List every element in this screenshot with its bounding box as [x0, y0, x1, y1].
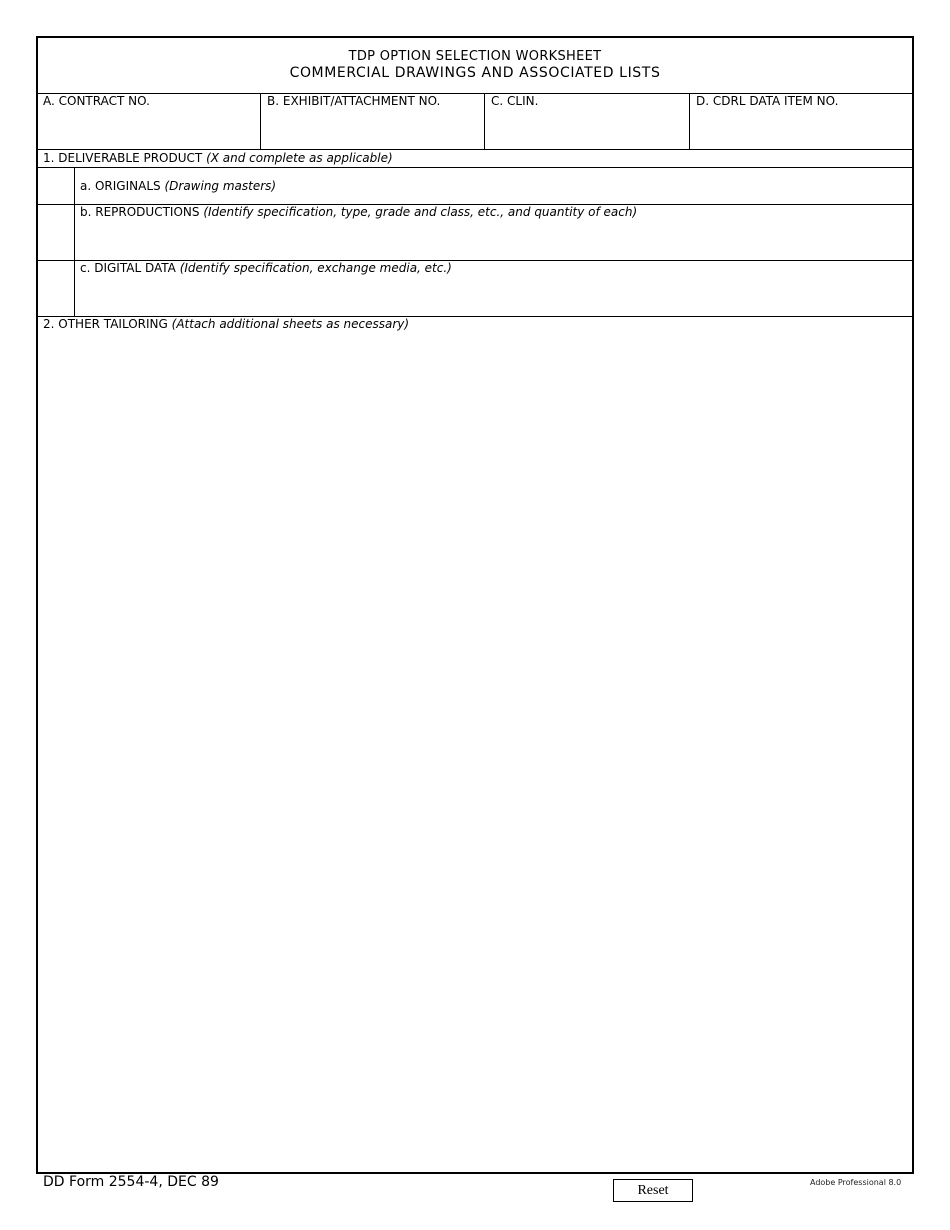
- reproductions-note: (Identify specification, type, grade and class, etc., and quantity of each): [203, 205, 638, 219]
- clin-input[interactable]: [485, 112, 688, 148]
- cdrl-data-item-no-input[interactable]: [690, 112, 911, 148]
- originals-label: a. ORIGINALS: [80, 179, 161, 193]
- form-body: [36, 36, 914, 1174]
- exhibit-attachment-no-input[interactable]: [261, 112, 483, 148]
- deliverable-product-note: (X and complete as applicable): [206, 151, 393, 165]
- cdrl-data-item-no-label: D. CDRL DATA ITEM NO.: [696, 94, 839, 108]
- other-tailoring-heading: [43, 317, 409, 331]
- software-label: Adobe Professional 8.0: [810, 1178, 902, 1187]
- form-identifier: DD Form 2554-4, DEC 89: [43, 1174, 219, 1190]
- other-tailoring-label: 2. OTHER TAILORING: [43, 317, 168, 331]
- form-title-line1: TDP OPTION SELECTION WORKSHEET: [348, 49, 602, 64]
- reproductions-input[interactable]: [76, 222, 911, 259]
- rule-below-top-fields: [38, 149, 912, 150]
- rule-below-section1-header: [38, 167, 912, 168]
- digital-data-label: c. DIGITAL DATA: [80, 261, 176, 275]
- reproductions-label: b. REPRODUCTIONS: [80, 205, 200, 219]
- digital-data-item: [80, 261, 452, 275]
- other-tailoring-note: (Attach additional sheets as necessary): [171, 317, 410, 331]
- checkbox-column-divider: [74, 167, 75, 316]
- reproductions-item: [80, 205, 637, 219]
- clin-label: C. CLIN.: [491, 94, 539, 108]
- deliverable-product-heading: [43, 151, 393, 165]
- reset-button[interactable]: Reset: [613, 1179, 693, 1202]
- exhibit-attachment-no-label: B. EXHIBIT/ATTACHMENT NO.: [267, 94, 441, 108]
- form-title-line2: COMMERCIAL DRAWINGS AND ASSOCIATED LISTS: [289, 65, 661, 81]
- deliverable-product-label: 1. DELIVERABLE PRODUCT: [43, 151, 203, 165]
- digital-data-note: (Identify specification, exchange media, etc.): [179, 261, 452, 275]
- contract-no-label: A. CONTRACT NO.: [43, 94, 150, 108]
- digital-data-input[interactable]: [76, 278, 911, 315]
- originals-note: (Drawing masters): [164, 179, 277, 193]
- contract-no-input[interactable]: [39, 112, 259, 148]
- other-tailoring-input[interactable]: [39, 335, 911, 1170]
- originals-item: [80, 179, 276, 193]
